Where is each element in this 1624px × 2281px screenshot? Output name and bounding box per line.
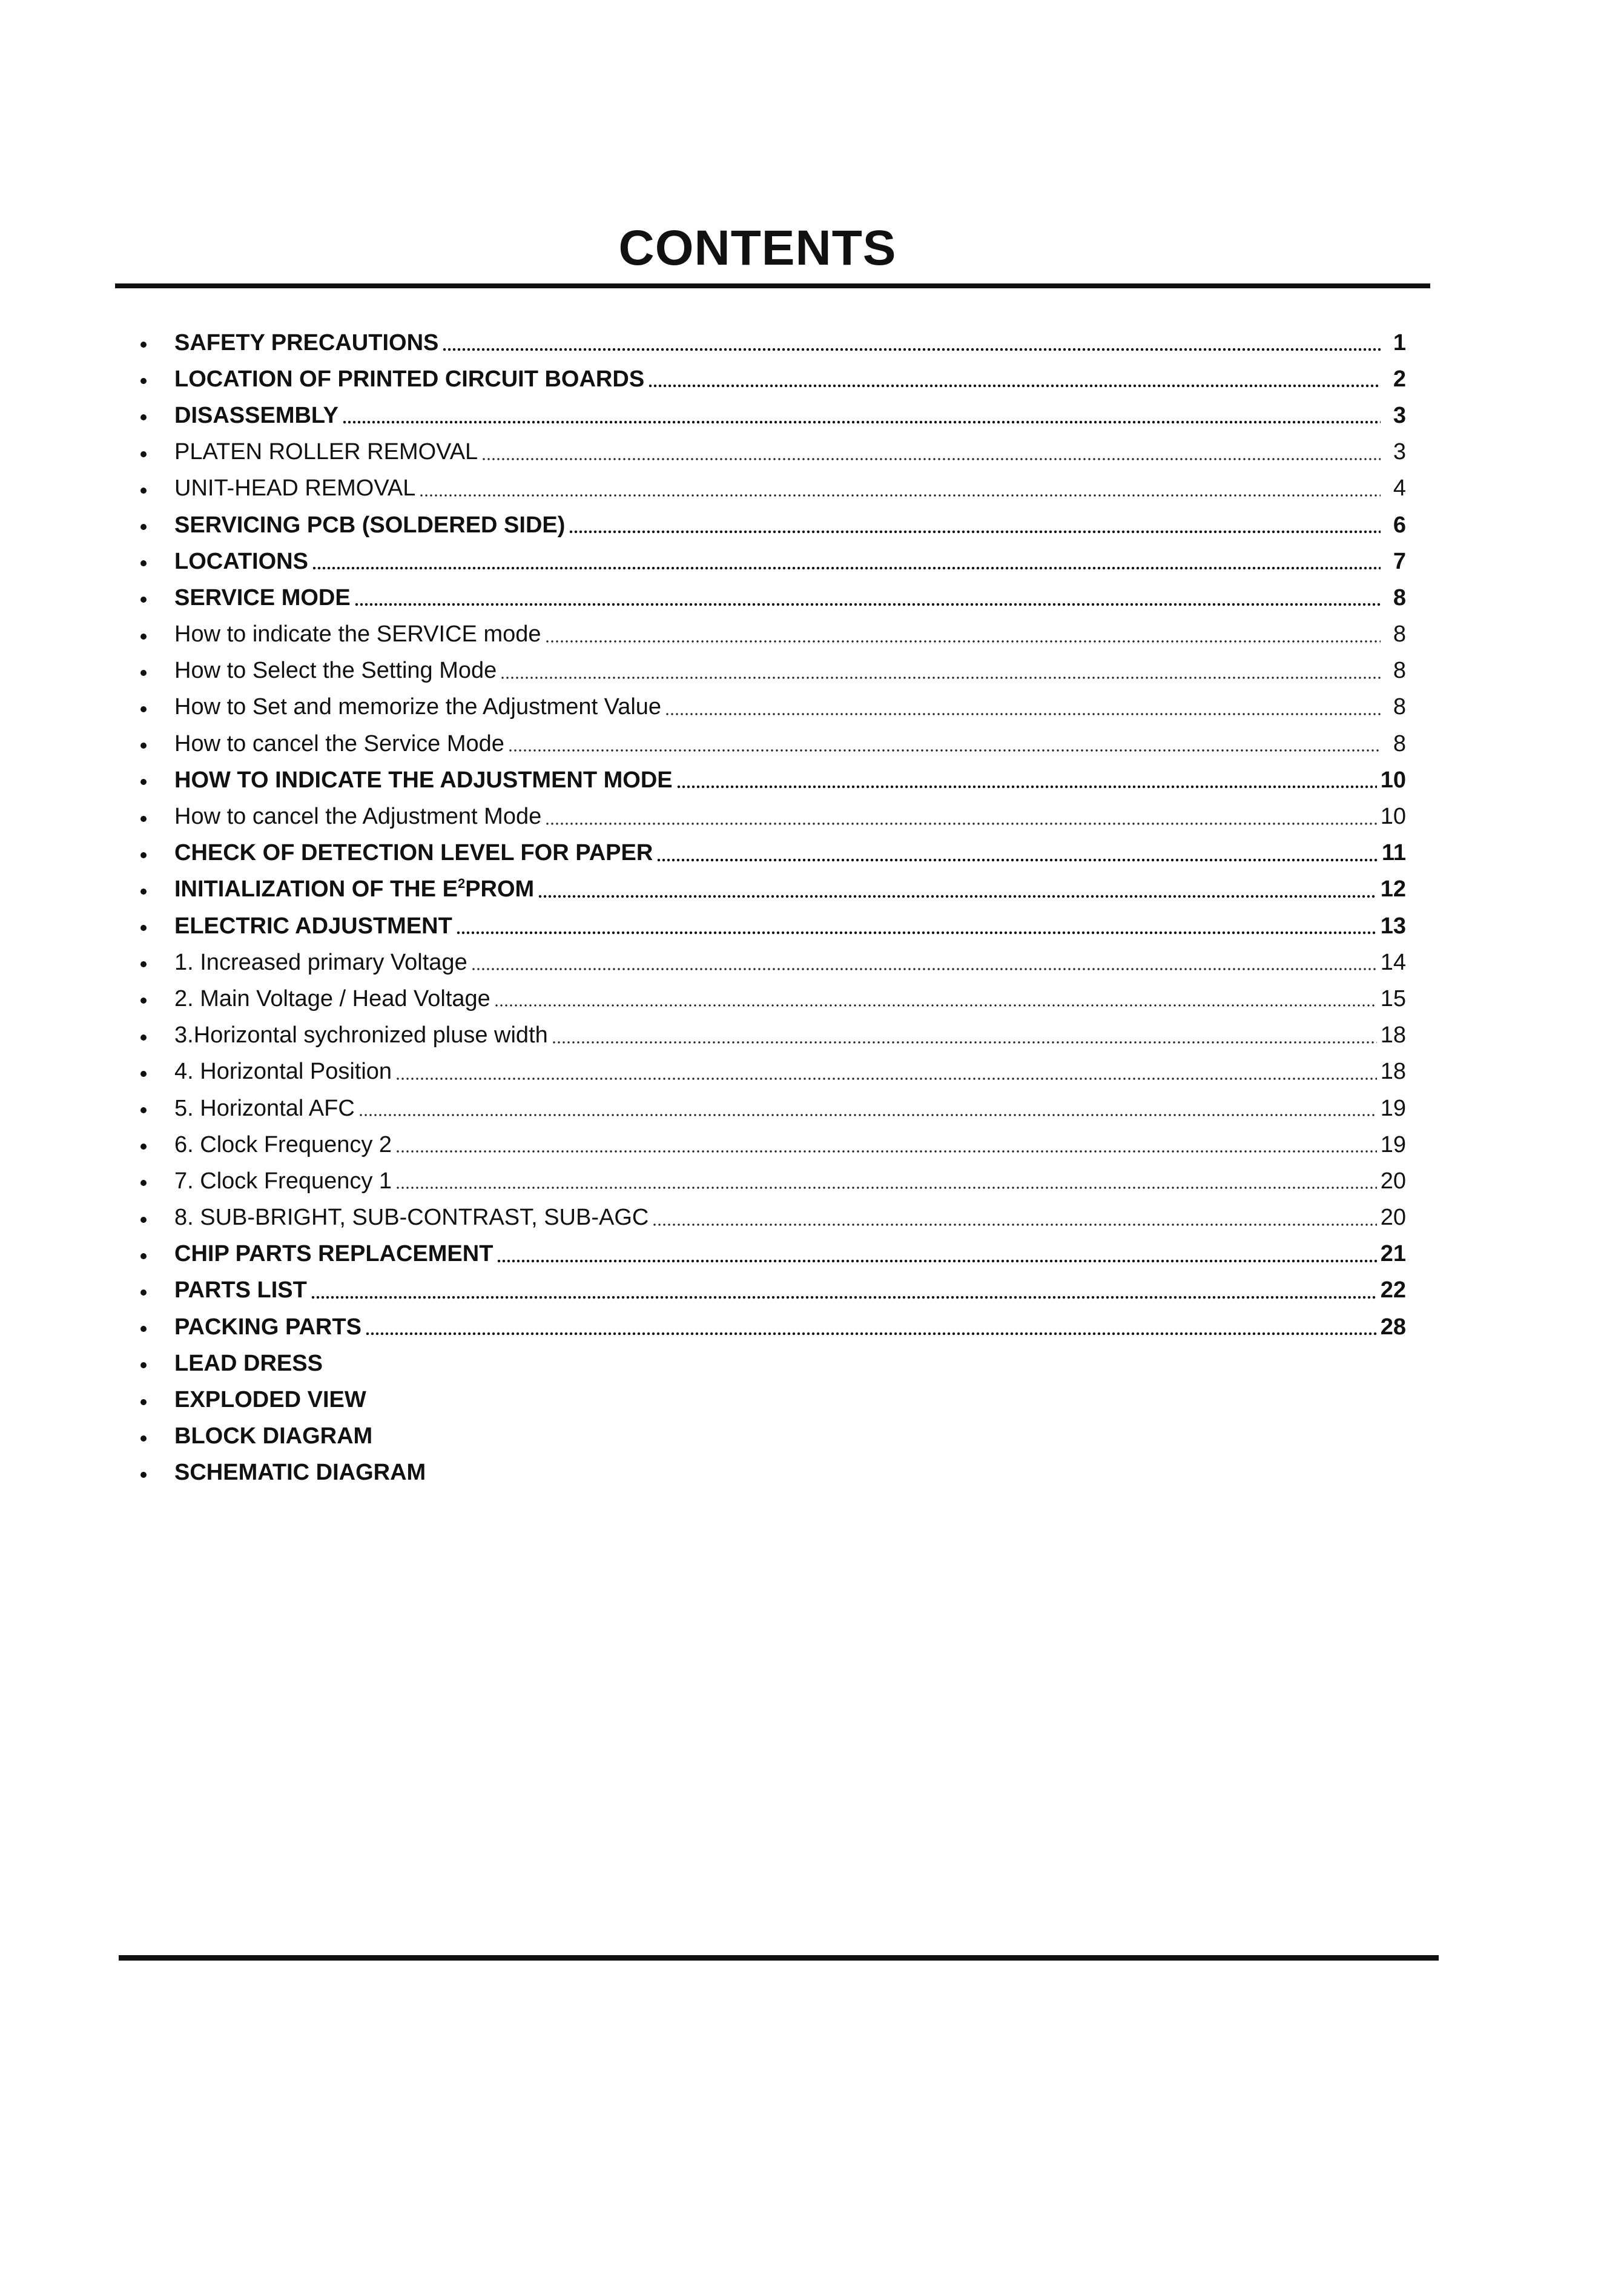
bullet-icon bbox=[140, 1435, 147, 1442]
toc-entry-label: HOW TO INDICATE THE ADJUSTMENT MODE bbox=[174, 767, 673, 793]
toc-entry-page: 8 bbox=[1393, 730, 1406, 756]
toc-entry-page: 12 bbox=[1380, 876, 1406, 902]
dot-leader bbox=[665, 711, 1381, 717]
bullet-icon bbox=[140, 743, 147, 749]
toc-entry-servicing-pcb[interactable] bbox=[140, 507, 1406, 543]
dot-leader bbox=[395, 1148, 1377, 1154]
dot-leader bbox=[395, 1185, 1377, 1191]
toc-entry-page: 7 bbox=[1393, 548, 1406, 574]
bullet-icon bbox=[140, 816, 147, 822]
toc-entry-initialization-eeprom[interactable] bbox=[140, 872, 1406, 908]
toc-entry-platen-roller-removal[interactable] bbox=[140, 434, 1406, 471]
dot-leader bbox=[545, 638, 1381, 644]
superscript-2: 2 bbox=[457, 876, 466, 892]
dot-leader bbox=[354, 601, 1381, 607]
toc-entry-label: How to cancel the Adjustment Mode bbox=[174, 804, 542, 830]
toc-entry-label: 3.Horizontal sychronized pluse width bbox=[174, 1022, 548, 1048]
toc-entry-page: 10 bbox=[1380, 804, 1406, 830]
toc-entry-clock-frequency-2[interactable] bbox=[140, 1127, 1406, 1163]
toc-entry-exploded-view[interactable] bbox=[140, 1382, 1406, 1418]
toc-entry-page: 8 bbox=[1393, 658, 1406, 684]
dot-leader bbox=[358, 1112, 1377, 1118]
bullet-icon bbox=[140, 1472, 147, 1478]
bullet-icon bbox=[140, 378, 147, 384]
footer-rule bbox=[119, 1955, 1439, 1961]
toc-entry-label: How to Select the Setting Mode bbox=[174, 658, 497, 684]
toc-entry-label: SERVICE MODE bbox=[174, 584, 351, 611]
toc-entry-page: 20 bbox=[1380, 1205, 1406, 1231]
toc-entry-label: 1. Increased primary Voltage bbox=[174, 949, 467, 975]
toc-entry-service-mode[interactable] bbox=[140, 580, 1406, 616]
toc-entry-cancel-service-mode[interactable] bbox=[140, 726, 1406, 762]
toc-entry-page: 8 bbox=[1393, 584, 1406, 611]
bullet-icon bbox=[140, 634, 147, 640]
toc-entry-page: 8 bbox=[1393, 621, 1406, 647]
bullet-icon bbox=[140, 1326, 147, 1332]
toc-entry-lead-dress[interactable] bbox=[140, 1345, 1406, 1382]
toc-entry-page: 3 bbox=[1393, 439, 1406, 465]
bullet-icon bbox=[140, 1144, 147, 1150]
dot-leader bbox=[648, 383, 1381, 389]
toc-entry-page: 6 bbox=[1393, 512, 1406, 538]
toc-entry-label: PACKING PARTS bbox=[174, 1314, 361, 1340]
toc-entry-page: 18 bbox=[1380, 1022, 1406, 1048]
dot-leader bbox=[419, 492, 1381, 498]
toc-entry-page: 11 bbox=[1381, 840, 1406, 866]
page-title: CONTENTS bbox=[618, 220, 897, 276]
dot-leader bbox=[365, 1331, 1377, 1337]
bullet-icon bbox=[140, 414, 147, 420]
bullet-icon bbox=[140, 524, 147, 530]
bullet-icon bbox=[140, 1362, 147, 1368]
bullet-icon bbox=[140, 451, 147, 457]
toc-entry-select-setting-mode[interactable] bbox=[140, 653, 1406, 689]
toc-entry-page: 10 bbox=[1380, 767, 1406, 793]
toc-entry-label: BLOCK DIAGRAM bbox=[174, 1423, 373, 1449]
toc-entry-page: 18 bbox=[1380, 1059, 1406, 1085]
toc-entry-cancel-adjustment-mode[interactable] bbox=[140, 798, 1406, 835]
dot-leader bbox=[442, 346, 1381, 353]
table-of-contents bbox=[140, 325, 1406, 1491]
dot-leader bbox=[471, 966, 1377, 972]
toc-entry-detection-level-paper[interactable] bbox=[140, 835, 1406, 872]
toc-entry-label: SERVICING PCB (SOLDERED SIDE) bbox=[174, 512, 566, 538]
toc-entry-page: 1 bbox=[1393, 329, 1406, 356]
toc-entry-safety-precautions[interactable] bbox=[140, 325, 1406, 361]
dot-leader bbox=[342, 419, 1381, 425]
bullet-icon bbox=[140, 925, 147, 931]
dot-leader bbox=[508, 747, 1381, 753]
toc-entry-sub-bright-contrast-agc[interactable] bbox=[140, 1200, 1406, 1236]
bullet-icon bbox=[140, 1399, 147, 1405]
toc-entry-page: 20 bbox=[1380, 1168, 1406, 1194]
toc-entry-electric-adjustment[interactable] bbox=[140, 908, 1406, 944]
toc-entry-page: 28 bbox=[1380, 1314, 1406, 1340]
toc-entry-increased-primary-voltage[interactable] bbox=[140, 944, 1406, 981]
bullet-icon bbox=[140, 1035, 147, 1041]
toc-entry-label: SAFETY PRECAUTIONS bbox=[174, 329, 439, 356]
title-rule bbox=[115, 283, 1430, 288]
bullet-icon bbox=[140, 998, 147, 1004]
toc-entry-page: 13 bbox=[1380, 913, 1406, 939]
bullet-icon bbox=[140, 1289, 147, 1296]
toc-entry-clock-frequency-1[interactable] bbox=[140, 1163, 1406, 1199]
dot-leader bbox=[545, 821, 1377, 827]
dot-leader bbox=[497, 1258, 1376, 1264]
dot-leader bbox=[311, 1294, 1377, 1300]
toc-entry-label: PLATEN ROLLER REMOVAL bbox=[174, 439, 478, 465]
toc-entry-indicate-adjustment-mode[interactable] bbox=[140, 762, 1406, 798]
bullet-icon bbox=[140, 488, 147, 494]
bullet-icon bbox=[140, 961, 147, 967]
dot-leader bbox=[538, 893, 1377, 899]
toc-entry-set-memorize-adjustment[interactable] bbox=[140, 689, 1406, 726]
dot-leader bbox=[312, 565, 1381, 571]
dot-leader bbox=[456, 930, 1377, 936]
toc-entry-label: EXPLODED VIEW bbox=[174, 1387, 366, 1413]
dot-leader bbox=[552, 1039, 1377, 1045]
toc-entry-label: LEAD DRESS bbox=[174, 1350, 323, 1376]
bullet-icon bbox=[140, 889, 147, 895]
dot-leader bbox=[494, 1002, 1377, 1008]
toc-entry-label: CHECK OF DETECTION LEVEL FOR PAPER bbox=[174, 840, 653, 866]
toc-entry-parts-list[interactable] bbox=[140, 1273, 1406, 1309]
toc-entry-page: 15 bbox=[1380, 985, 1406, 1011]
dot-leader bbox=[481, 456, 1381, 462]
toc-entry-label: 4. Horizontal Position bbox=[174, 1059, 392, 1085]
toc-entry-page: 22 bbox=[1380, 1277, 1406, 1303]
toc-entry-block-diagram[interactable] bbox=[140, 1419, 1406, 1455]
toc-entry-packing-parts[interactable] bbox=[140, 1309, 1406, 1345]
toc-entry-label: DISASSEMBLY bbox=[174, 402, 338, 428]
bullet-icon bbox=[140, 779, 147, 785]
toc-entry-label: PARTS LIST bbox=[174, 1277, 307, 1303]
toc-entry-unit-head-removal[interactable] bbox=[140, 471, 1406, 507]
toc-entry-page: 19 bbox=[1380, 1095, 1406, 1121]
toc-entry-page: 4 bbox=[1393, 475, 1406, 502]
toc-entry-page: 19 bbox=[1380, 1131, 1406, 1157]
toc-entry-label: 6. Clock Frequency 2 bbox=[174, 1131, 392, 1157]
toc-entry-indicate-service-mode[interactable] bbox=[140, 617, 1406, 653]
toc-entry-page: 8 bbox=[1393, 694, 1406, 720]
toc-entry-label: UNIT-HEAD REMOVAL bbox=[174, 475, 416, 502]
toc-entry-label: LOCATIONS bbox=[174, 548, 308, 574]
dot-leader bbox=[676, 784, 1377, 790]
toc-entry-page: 2 bbox=[1393, 366, 1406, 392]
toc-entry-horizontal-afc[interactable] bbox=[140, 1090, 1406, 1127]
bullet-icon bbox=[140, 597, 147, 603]
toc-entry-label: 5. Horizontal AFC bbox=[174, 1095, 355, 1121]
toc-entry-horizontal-position[interactable] bbox=[140, 1054, 1406, 1090]
toc-entry-label: 7. Clock Frequency 1 bbox=[174, 1168, 392, 1194]
toc-entry-label: How to indicate the SERVICE mode bbox=[174, 621, 541, 647]
toc-entry-page: 14 bbox=[1380, 949, 1406, 975]
dot-leader bbox=[652, 1222, 1376, 1228]
toc-entry-label: CHIP PARTS REPLACEMENT bbox=[174, 1241, 493, 1267]
toc-entry-location-of-pcbs[interactable] bbox=[140, 361, 1406, 397]
toc-entry-label: SCHEMATIC DIAGRAM bbox=[174, 1460, 426, 1486]
bullet-icon bbox=[140, 342, 147, 348]
bullet-icon bbox=[140, 670, 147, 676]
toc-entry-label: 8. SUB-BRIGHT, SUB-CONTRAST, SUB-AGC bbox=[174, 1205, 649, 1231]
bullet-icon bbox=[140, 852, 147, 858]
toc-entry-page: 21 bbox=[1380, 1241, 1406, 1267]
toc-entry-locations[interactable] bbox=[140, 543, 1406, 580]
dot-leader bbox=[500, 675, 1381, 681]
bullet-icon bbox=[140, 1217, 147, 1223]
toc-entry-label: How to Set and memorize the Adjustment Value bbox=[174, 694, 662, 720]
bullet-icon bbox=[140, 706, 147, 712]
toc-entry-label: ELECTRIC ADJUSTMENT bbox=[174, 913, 452, 939]
toc-entry-chip-parts-replacement[interactable] bbox=[140, 1236, 1406, 1273]
toc-entry-label: INITIALIZATION OF THE $E^2PROM$ bbox=[174, 876, 535, 902]
toc-entry-label: How to cancel the Service Mode bbox=[174, 730, 504, 756]
bullet-icon bbox=[140, 560, 147, 566]
bullet-icon bbox=[140, 1180, 147, 1186]
bullet-icon bbox=[140, 1071, 147, 1077]
dot-leader bbox=[395, 1076, 1377, 1082]
dot-leader bbox=[569, 529, 1381, 535]
bullet-icon bbox=[140, 1253, 147, 1259]
toc-entry-schematic-diagram[interactable] bbox=[140, 1455, 1406, 1491]
toc-entry-main-head-voltage[interactable] bbox=[140, 981, 1406, 1017]
toc-entry-horizontal-sync-pulse-width[interactable] bbox=[140, 1018, 1406, 1054]
toc-entry-page: 3 bbox=[1393, 402, 1406, 428]
bullet-icon bbox=[140, 1107, 147, 1113]
dot-leader bbox=[656, 857, 1378, 863]
toc-entry-label: 2. Main Voltage / Head Voltage bbox=[174, 985, 490, 1011]
toc-entry-label: LOCATION OF PRINTED CIRCUIT BOARDS bbox=[174, 366, 645, 392]
toc-entry-disassembly[interactable] bbox=[140, 397, 1406, 434]
